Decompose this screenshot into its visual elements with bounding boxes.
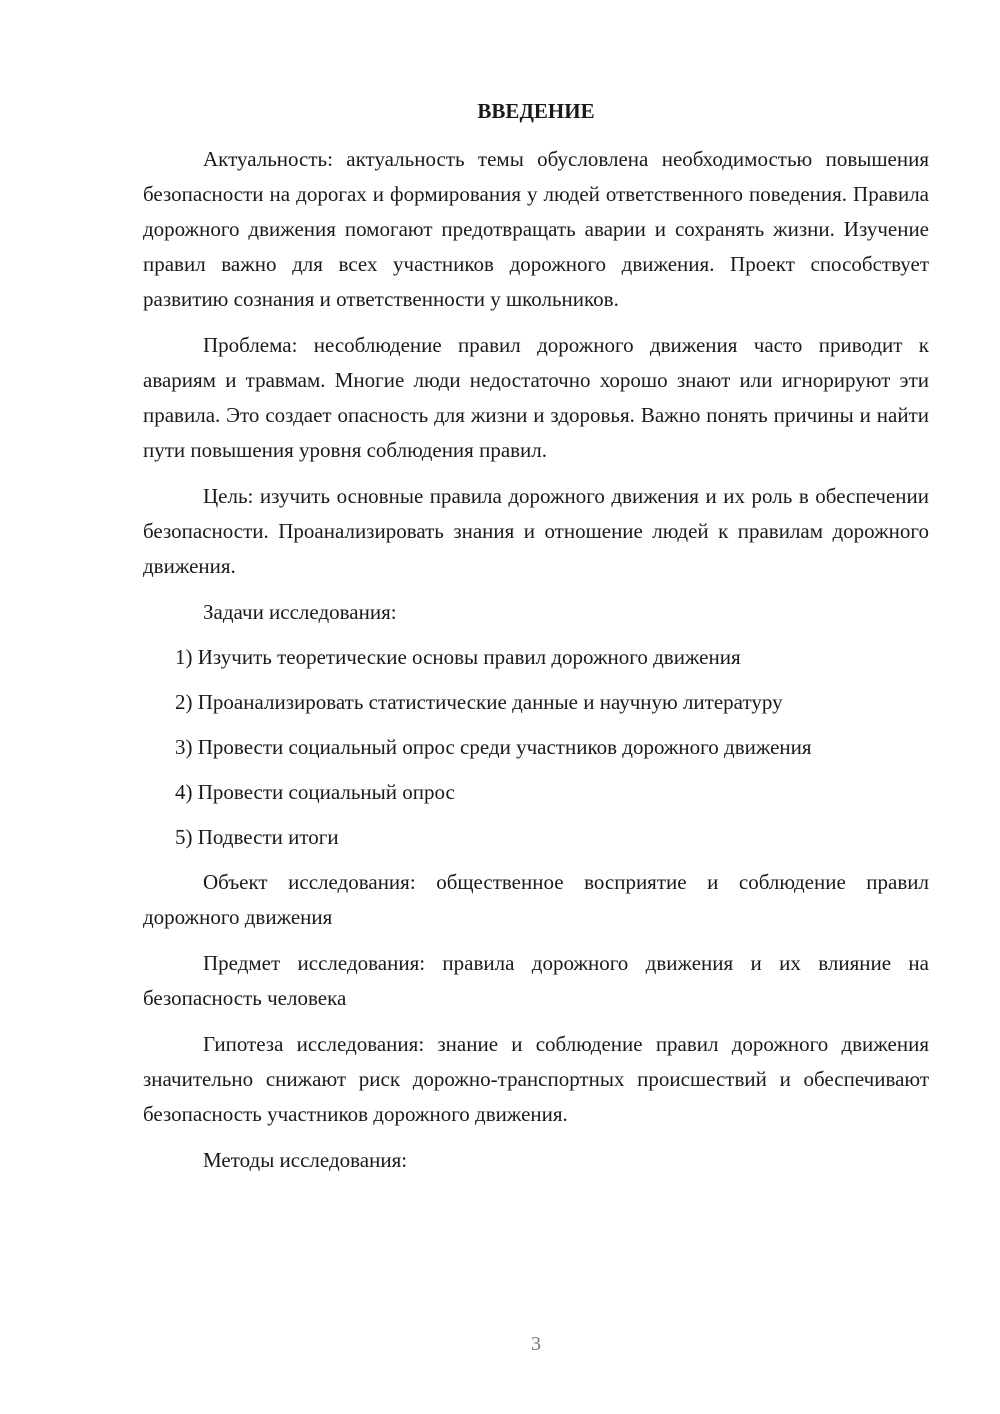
paragraph-relevance: Актуальность: актуальность темы обусловлена необходимостью повышения безопасности на дорогах и формирования у людей ответственного поведения. Правила дорожного движения помогают предотвращать аварии и сохранять жизни. Изучение правил важно для всех участников дорожного движения. Проект способствует развитию сознания и ответственности у школьников. <box>143 147 929 311</box>
list-item: 1) Изучить теоретические основы правил дорожного движения <box>175 645 741 669</box>
list-item: 3) Провести социальный опрос среди участников дорожного движения <box>175 735 812 759</box>
paragraph-tasks-heading: Задачи исследования: <box>203 600 397 624</box>
paragraph-problem: Проблема: несоблюдение правил дорожного движения часто приводит к авариям и травмам. Многие люди недостаточно хорошо знают или игнорируют эти правила. Это создает опасность для жизни и здоровья. Важно понять причины и найти пути повышения уровня соблюдения правил. <box>143 333 929 462</box>
tasks-list <box>143 640 929 855</box>
paragraph-methods: Методы исследования: <box>203 1148 408 1172</box>
document-page <box>143 94 929 1188</box>
paragraph-object: Объект исследования: общественное восприятие и соблюдение правил дорожного движения <box>143 870 929 929</box>
document-title: ВВЕДЕНИЕ <box>477 99 595 123</box>
list-item: 5) Подвести итоги <box>175 825 339 849</box>
paragraph-subject: Предмет исследования: правила дорожного движения и их влияние на безопасность человека <box>143 951 929 1010</box>
paragraph-goal: Цель: изучить основные правила дорожного движения и их роль в обеспечении безопасности. Проанализировать знания и отношение людей к правилам дорожного движения. <box>143 484 929 578</box>
list-item: 2) Проанализировать статистические данные и научную литературу <box>175 690 783 714</box>
page-number: 3 <box>531 1333 541 1355</box>
paragraph-hypothesis: Гипотеза исследования: знание и соблюдение правил дорожного движения значительно снижают риск дорожно-транспортных происшествий и обеспечивают безопасность участников дорожного движения. <box>143 1032 929 1126</box>
list-item: 4) Провести социальный опрос <box>175 780 455 804</box>
